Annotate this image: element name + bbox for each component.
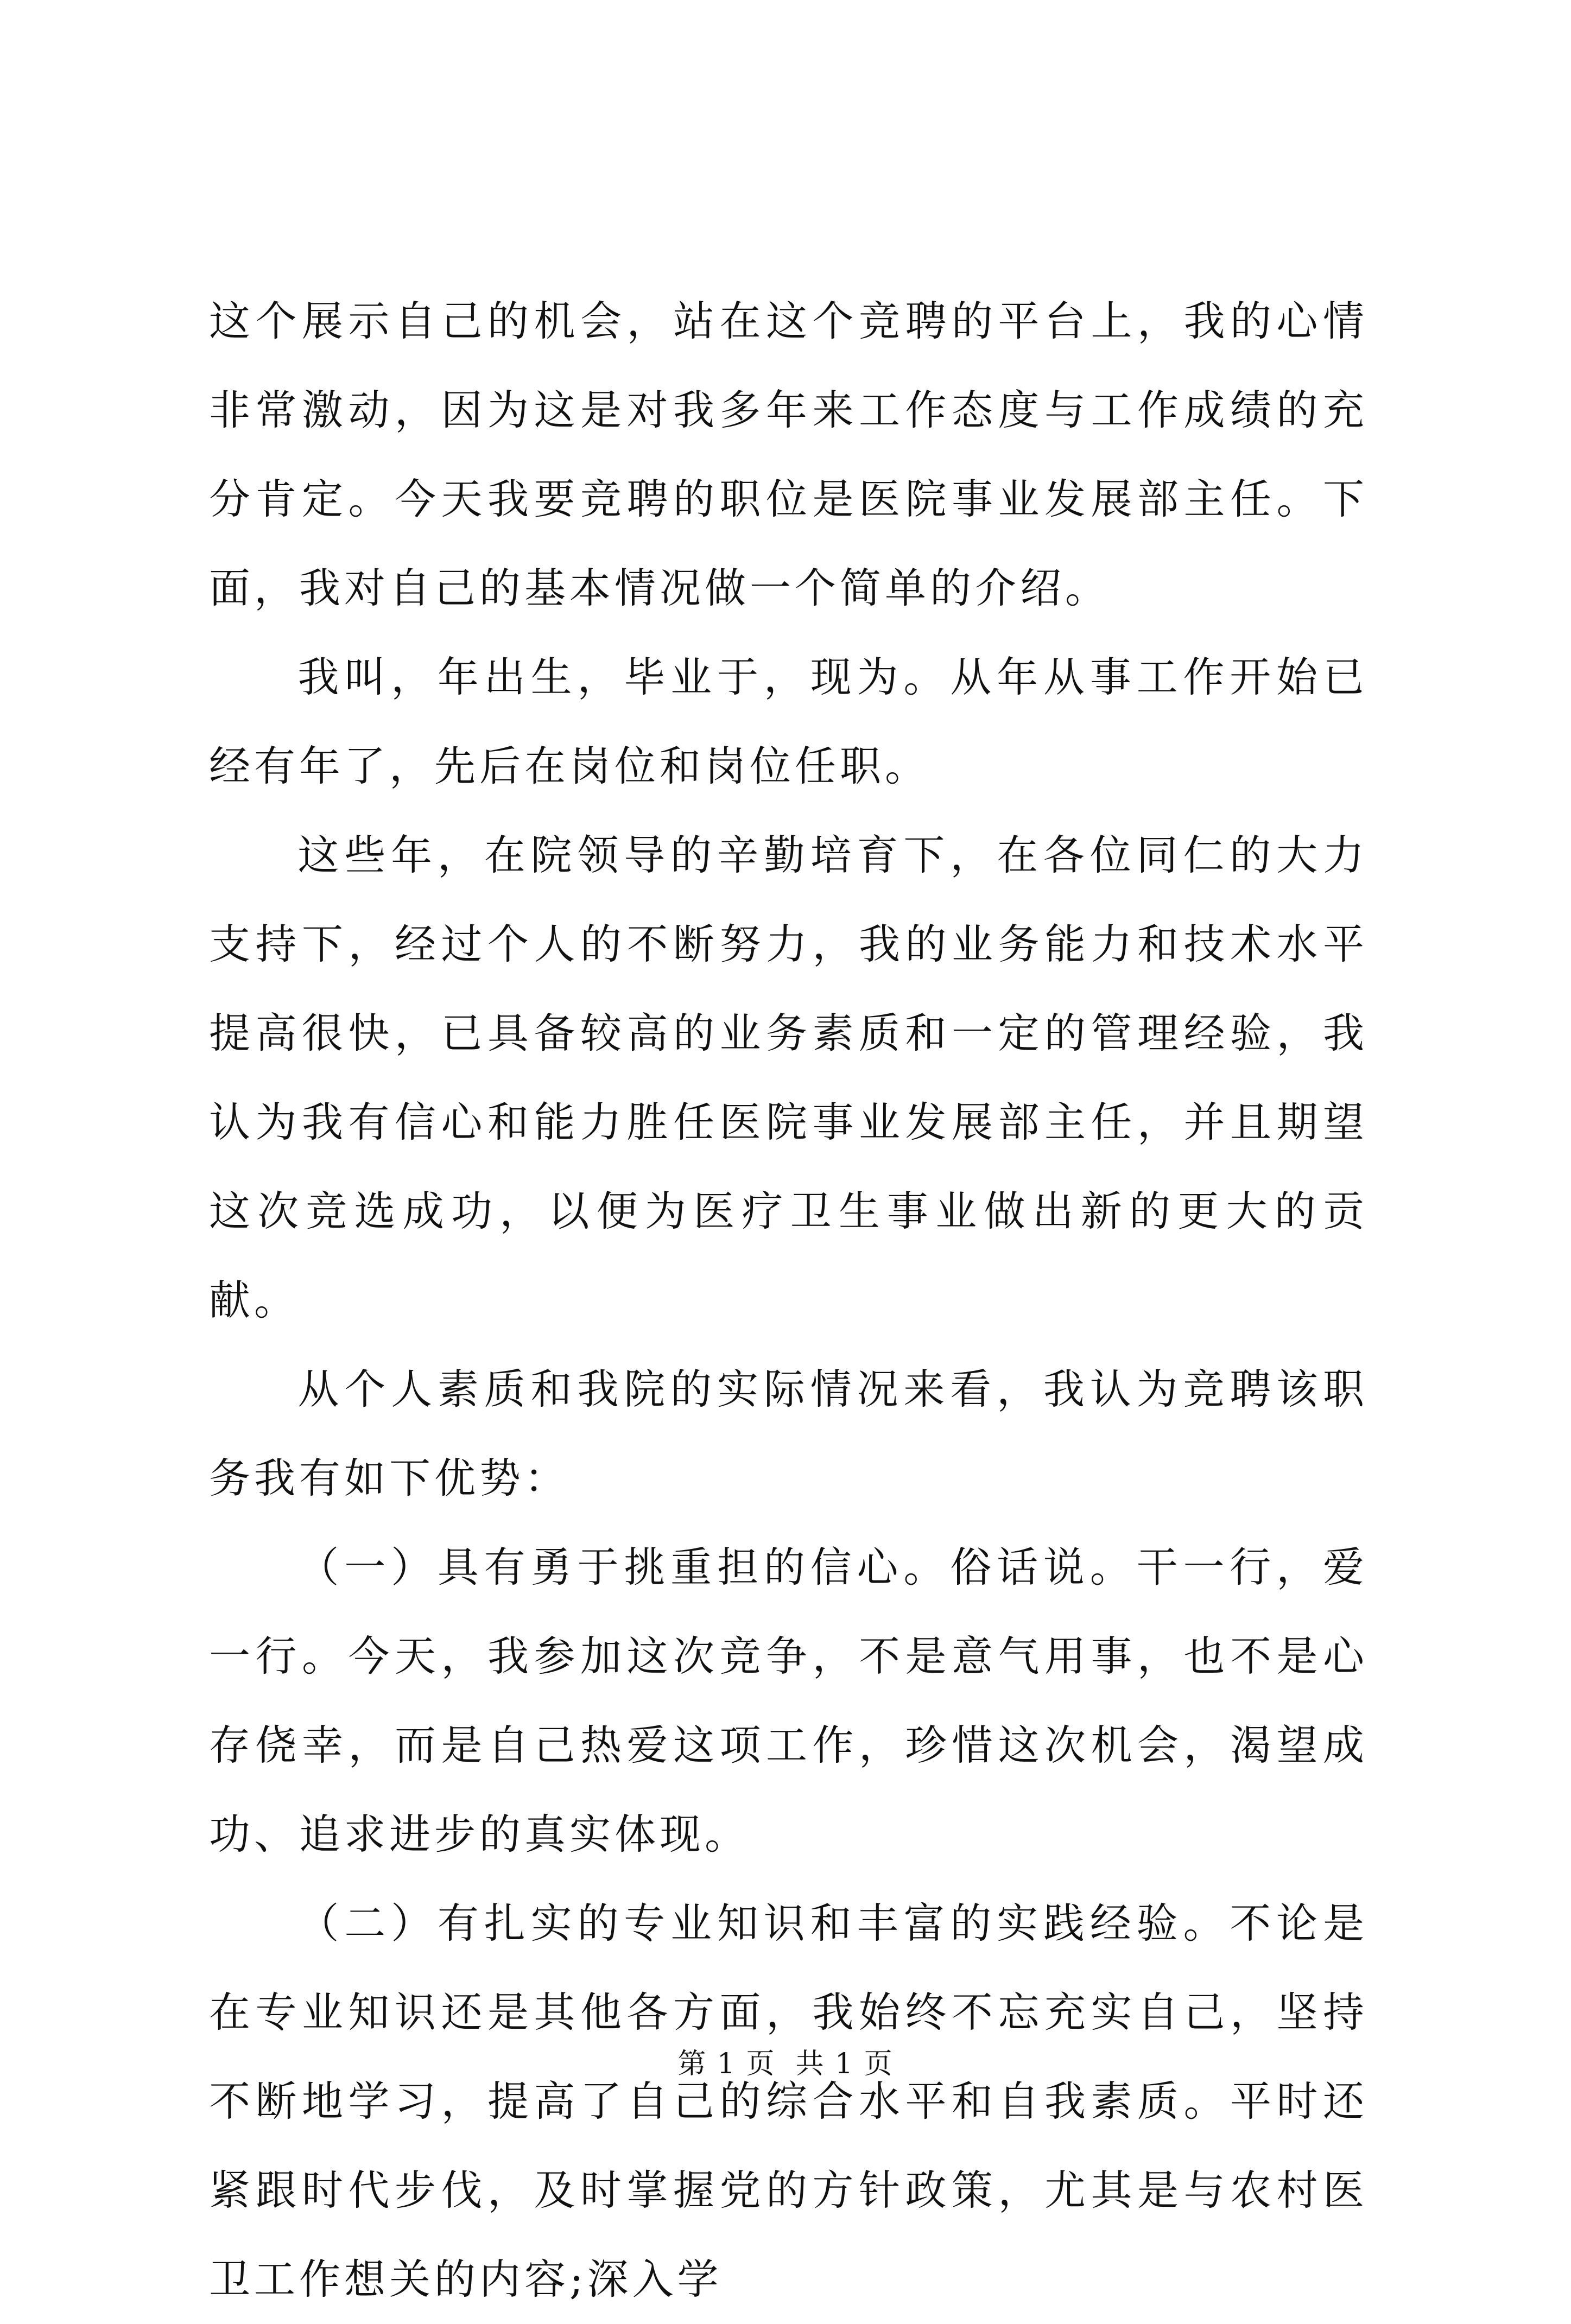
paragraph-5: （一）具有勇于挑重担的信心。俗话说。干一行，爱一行。今天，我参加这次竞争，不是意气用事，也不是心存侥幸，而是自己热爱这项工作，珍惜这次机会，渴望成功、追求进步的真实体现。 [209,1543,1368,1858]
paragraph-3: 这些年，在院领导的辛勤培育下，在各位同仁的大力支持下，经过个人的不断努力，我的业务能力和技术水平提高很快，已具备较高的业务素质和一定的管理经验，我认为我有信心和能力胜任医院事业发展部主任，并且期望这次竞选成功，以便为医疗卫生事业做出新的更大的贡献。 [209,831,1368,1324]
page-footer [0,2045,1571,2083]
paragraph-1: 这个展示自己的机会，站在这个竞聘的平台上，我的心情非常激动，因为这是对我多年来工作态度与工作成绩的充分肯定。今天我要竞聘的职位是医院事业发展部主任。下面，我对自己的基本情况做一个简单的介绍。 [209,297,1368,612]
paragraph-4: 从个人素质和我院的实际情况来看，我认为竞聘该职务我有如下优势： [209,1365,1368,1502]
document-body [209,277,1368,2324]
paragraph-6: （二）有扎实的专业知识和丰富的实践经验。不论是在专业知识还是其他各方面，我始终不忘充实自己，坚持不断地学习，提高了自己的综合水平和自我素质。平时还紧跟时代步伐，及时掌握党的方针政策，尤其是与农村医卫工作想关的内容;深入学 [209,1899,1368,2303]
paragraph-2: 我叫，年出生，毕业于，现为。从年从事工作开始已经有年了，先后在岗位和岗位任职。 [209,653,1368,790]
page-number-label: 第 1 页 共 1 页 [677,2048,894,2080]
